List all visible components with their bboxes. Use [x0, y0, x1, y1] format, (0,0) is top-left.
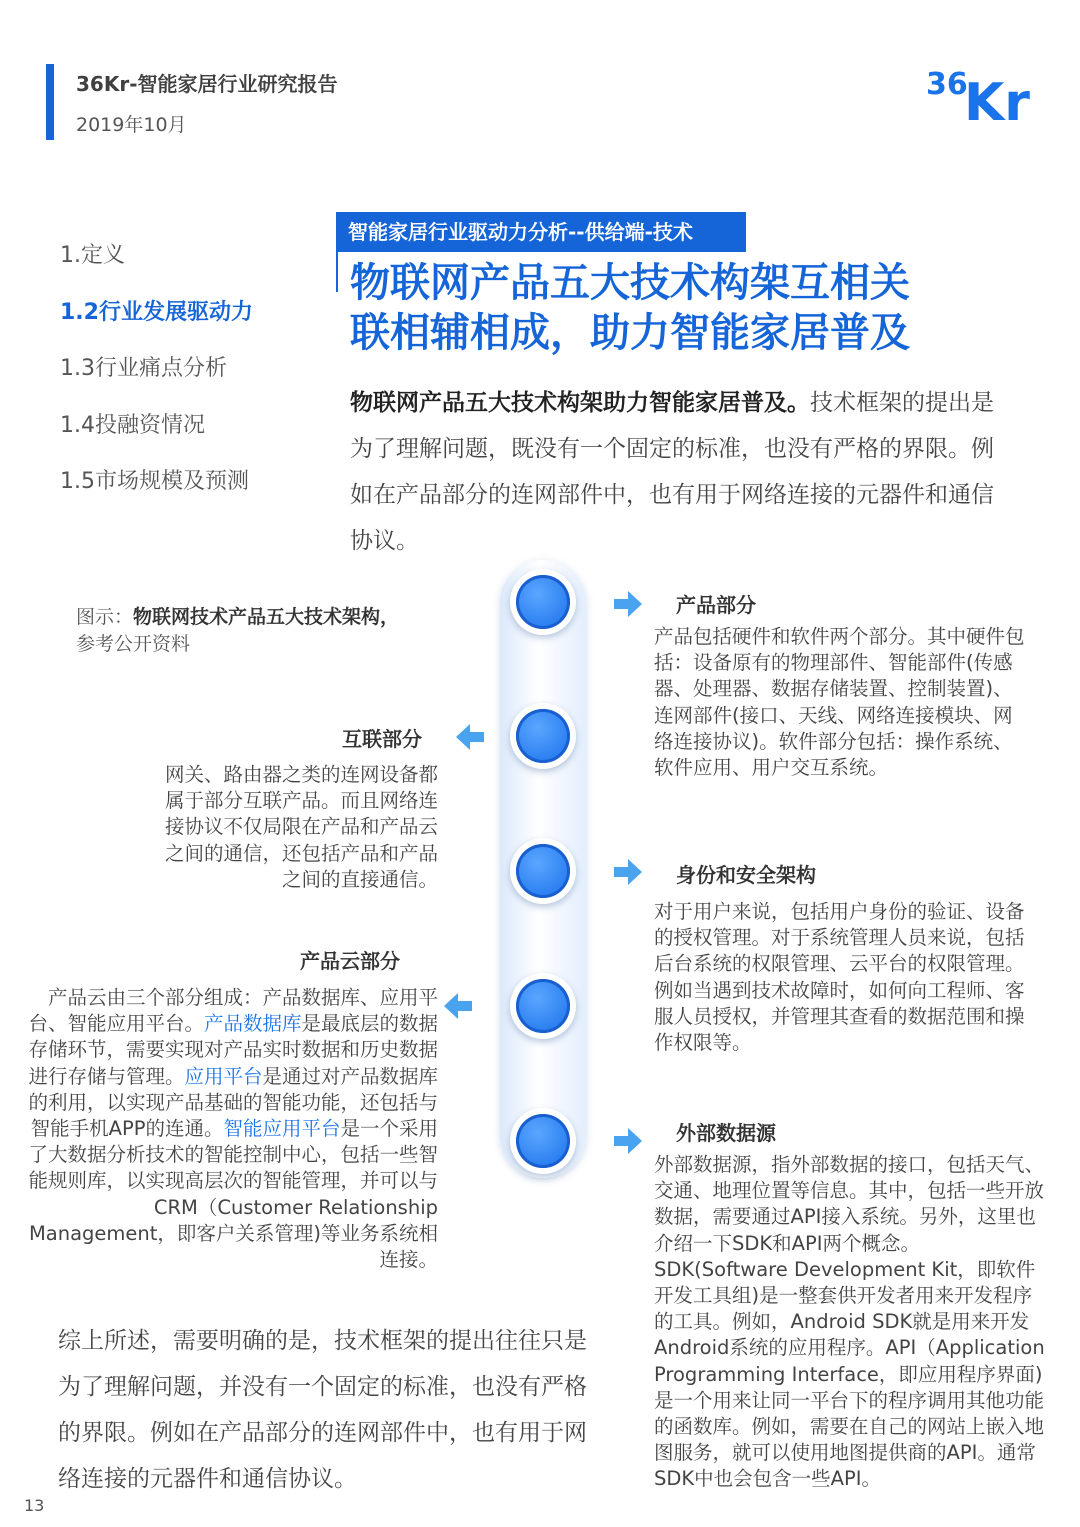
svg-text:36: 36 [926, 67, 968, 102]
right-arrow-icon [614, 1128, 642, 1154]
report-title: 36Kr-智能家居行业研究报告 [76, 72, 338, 96]
security-title: 身份和安全架构 [676, 863, 816, 887]
timeline-node-icon [510, 973, 576, 1039]
headline-line-2: 联相辅相成，助力智能家居普及 [350, 310, 910, 356]
intro-text: 技术框架的提出是为了理解问题，既没有一个固定的标准，也没有严格的界限。例如在产品部分的连网部件中，也有用于网络连接的元器件和通信协议。 [350, 390, 994, 554]
timeline-node-icon [510, 569, 576, 635]
timeline-node-icon [510, 703, 576, 769]
nav-item-definition[interactable]: 1.定义 [60, 243, 125, 268]
nav-item-financing[interactable]: 1.4投融资情况 [60, 413, 205, 438]
header-accent-bar [46, 64, 54, 140]
product-text: 产品包括硬件和软件两个部分。其中硬件包括：设备原有的物理部件、智能部件(传感器、处理器、数据存储装置、控制装置)、连网部件(接口、天线、网络连接模块、网络连接协议)。软件部分包括：操作系统、软件应用、用户交互系统。 [654, 625, 1025, 780]
intro-bold: 物联网产品五大技术构架助力智能家居普及。 [350, 390, 810, 416]
page-number: 13 [24, 1496, 45, 1515]
headline-line-1: 物联网产品五大技术构架互相关 [350, 260, 910, 306]
nav-item-pain-points[interactable]: 1.3行业痛点分析 [60, 356, 227, 381]
report-date: 2019年10月 [76, 114, 187, 136]
summary-paragraph: 综上所述，需要明确的是，技术框架的提出往往只是为了理解问题，并没有一个固定的标准，也没有严格的界限。例如在产品部分的连网部件中，也有用于网络连接的元器件和通信协议。 [58, 1328, 587, 1492]
caption-source: 参考公开资料 [76, 633, 191, 655]
timeline-node-icon [510, 1108, 576, 1174]
interconnect-title: 互联部分 [342, 727, 422, 751]
timeline-node-icon [510, 838, 576, 904]
cloud-text-3: 是通过对产品数据库的利用，以实现产品基础的智能功能，还包括与智能手机APP的连通。 [28, 1064, 438, 1141]
logo-36kr [924, 58, 1040, 128]
caption-bold: 物联网技术产品五大技术架构， [133, 606, 400, 628]
nav-item-drivers[interactable]: 1.2行业发展驱动力 [60, 300, 253, 325]
cloud-text-2: 是最底层的数据存储环节，需要实现对产品实时数据和历史数据进行存储与管理。 [28, 1012, 438, 1088]
cloud-highlight-smart-platform: 智能应用平台 [223, 1117, 341, 1141]
security-text: 对于用户来说，包括用户身份的验证、设备的授权管理。对于系统管理人员来说，包括后台系统的权限管理、云平台的权限管理。例如当遇到技术故障时，如何向工程师、客服人员授权，并管理其查看的数据范围和操作权限等。 [654, 900, 1025, 1055]
external-text: 外部数据源，指外部数据的接口，包括天气、交通、地理位置等信息。其中，包括一些开放数据，需要通过API接入系统。另外，这里也介绍一下SDK和API两个概念。SDK(Software Development Kit，即软件开发工具组)是一整套供开发者用来开发程序的工具。例如，Android SDK就是用来开发Android系统的应用程序。API（Application Programming Interface，即应用程序界面)是一个用来让同一平台下的程序调用其他功能的函数库。例如，需要在自己的网站上嵌入地图服务，就可以使用地图提供商的API。通常SDK中也会包含一些API。 [654, 1153, 1045, 1491]
page-headline [350, 258, 1050, 358]
caption-label: 图示： [76, 606, 134, 628]
right-arrow-icon [614, 859, 642, 885]
intro-paragraph [350, 380, 1010, 564]
section-tag: 智能家居行业驱动力分析--供给端-技术 [336, 212, 746, 252]
cloud-text-1: 产品云由三个部分组成：产品数据库、应用平台、智能应用平台。 [28, 986, 438, 1036]
interconnect-text: 网关、路由器之类的连网设备都属于部分互联产品。而且网络连接协议不仅局限在产品和产品云之间的通信，还包括产品和产品之间的直接通信。 [164, 763, 438, 891]
product-title: 产品部分 [676, 593, 756, 617]
cloud-highlight-app-platform: 应用平台 [184, 1064, 263, 1088]
figure-caption [76, 604, 456, 658]
external-title: 外部数据源 [676, 1121, 776, 1145]
left-arrow-icon [444, 993, 472, 1019]
cloud-text [18, 985, 438, 1273]
svg-text:Kr: Kr [964, 73, 1030, 128]
cloud-highlight-database: 产品数据库 [203, 1012, 302, 1036]
cloud-title: 产品云部分 [300, 949, 400, 973]
nav-item-market-size[interactable]: 1.5市场规模及预测 [60, 469, 249, 494]
cloud-text-4: 是一个采用了大数据分析技术的智能控制中心，包括一些智能规则库，以实现高层次的智能管理，并可以与CRM（Customer Relationship Management，即客户关系管理)等业务系统相连接。 [28, 1117, 438, 1272]
section-tag-line [336, 252, 338, 292]
left-arrow-icon [456, 724, 484, 750]
right-arrow-icon [614, 591, 642, 617]
